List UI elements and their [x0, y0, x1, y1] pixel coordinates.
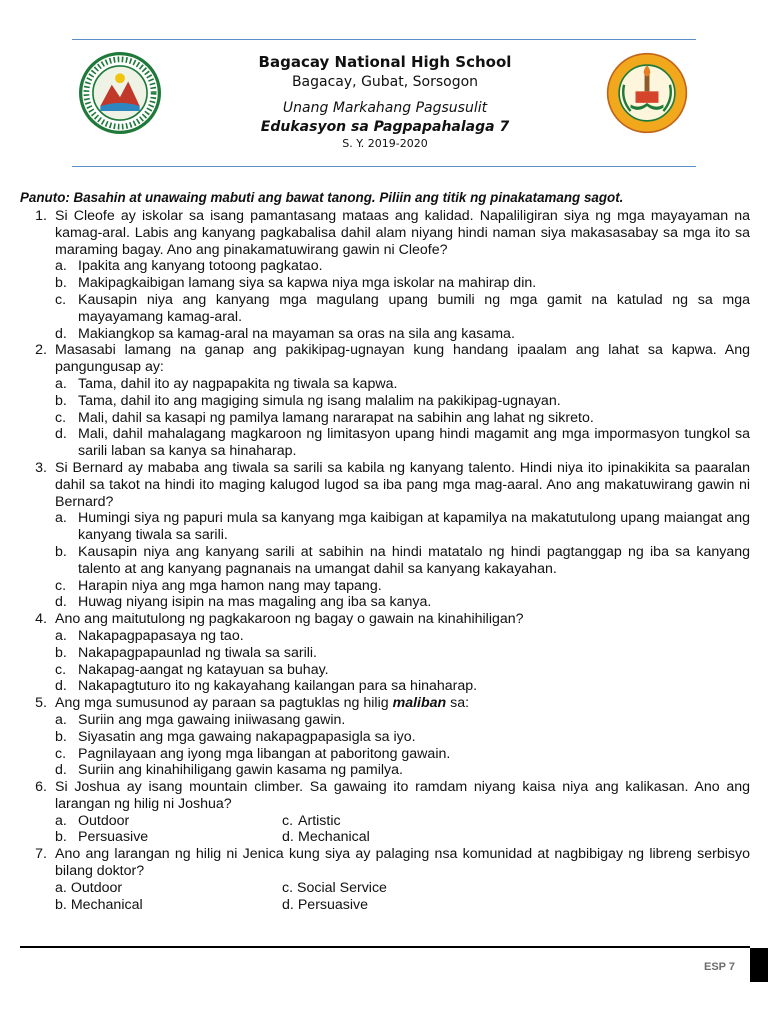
- option-letter: b.: [55, 392, 67, 409]
- question-number: 7.: [35, 846, 47, 863]
- option-text: Social Service: [297, 879, 387, 896]
- question-text: Si Cleofe ay iskolar sa isang pamantasang mataas ang kalidad. Napaliligiran siya ng mga mayayaman na kamag-aral. Labis ang kanyang pagkabalisa dahil alam niyang hindi naman siya makasasabay sa mga ito sa maraming bagay. Ano ang pinakamatuwirang gawin ni Cleofe?: [55, 208, 750, 258]
- option-text: Mali, dahil mahalagang magkaroon ng limitasyon upang hindi magamit ang mga impormasyon tungkol sa sarili laban sa kanya sa hinaharap.: [78, 426, 750, 460]
- option-letter: c.: [282, 812, 294, 829]
- answer-option: [55, 258, 750, 275]
- answer-option: [55, 410, 750, 427]
- option-letter: b.: [55, 275, 67, 292]
- subject-title: Edukasyon sa Pagpapahalaga 7: [260, 119, 510, 135]
- answer-option: [55, 326, 750, 343]
- question-text: Si Bernard ay mababa ang tiwala sa sarili sa kabila ng kanyang talento. Hindi niya ito ipinakikita sa paaralan dahil sa takot na hindi ito maging kalugod lugod sa iba pang mga mag-aaral. Ano ang makatuwirang gawin ni Bernard?: [55, 459, 750, 510]
- answer-option: [55, 628, 750, 645]
- option-text: Siyasatin ang mga gawaing nakapagpapasigla sa iyo.: [78, 728, 416, 745]
- option-letter: b.: [55, 543, 67, 560]
- option-letter: a.: [55, 258, 67, 275]
- option-text: Makipagkaibigan lamang siya sa kapwa niya mga iskolar na mahirap din.: [78, 275, 537, 292]
- answer-option: [282, 829, 370, 846]
- footer-tab-marker: [750, 948, 768, 982]
- question-text: Masasabi lamang na ganap ang pakikipag-ugnayan kung handang ipaalam ang lahat sa kapwa. Ang pangungusap ay:: [55, 342, 750, 376]
- answer-option: [55, 829, 282, 846]
- answer-option-row: [55, 897, 750, 914]
- document-header: [190, 52, 580, 152]
- option-text: Tama, dahil ito ay nagpapakita ng tiwala sa kapwa.: [78, 375, 398, 392]
- option-letter: d.: [55, 678, 67, 695]
- option-letter: c.: [55, 661, 67, 678]
- question-text: Si Joshua ay isang mountain climber. Sa gawaing ito ramdam niyang kaisa niya ang kalikasan. Ano ang larangan ng hilig ni Joshua?: [55, 779, 750, 812]
- answer-option: [55, 762, 750, 779]
- question-text: Ano ang larangan ng hilig ni Jenica kung siya ay palaging nsa komunidad at nagbibigay ng libreng serbisyo bilang doktor?: [55, 846, 750, 880]
- header-bottom-rule: [72, 166, 696, 167]
- option-text: Humingi siya ng papuri mula sa kanyang mga kaibigan at kapamilya na makatutulong upang maiangat ang kanyang tiwala sa sarili.: [78, 510, 750, 544]
- answer-option: [55, 594, 750, 611]
- option-text: Harapin niya ang mga hamon nang may tapang.: [78, 577, 382, 594]
- question-item: [20, 611, 750, 695]
- option-text: Persuasive: [78, 829, 149, 846]
- question-number: 5.: [35, 695, 47, 712]
- option-text: Outdoor: [78, 812, 130, 829]
- footer-rule: [20, 946, 750, 948]
- option-letter: d.: [282, 896, 294, 913]
- question-item: [20, 846, 750, 913]
- option-text: Nakapag-aangat ng katayuan sa buhay.: [78, 661, 329, 678]
- question-text-part: sa:: [446, 695, 470, 712]
- option-letter: c.: [55, 291, 67, 308]
- answer-option: [55, 662, 750, 679]
- option-text: Mali, dahil sa kasapi ng pamilya lamang nararapat na sabihin ang lahat ng sikreto.: [78, 409, 594, 426]
- deped-sorsogon-seal: [79, 52, 161, 134]
- option-letter: b.: [55, 896, 67, 913]
- answer-option: [55, 393, 750, 410]
- question-emphasis: maliban: [392, 695, 447, 712]
- answer-option: [55, 712, 750, 729]
- answer-option: [55, 880, 282, 897]
- question-text-part: Ang mga sumusunod ay paraan sa pagtuklas ng hilig: [55, 695, 393, 712]
- answer-option: [282, 880, 387, 897]
- question-item: [20, 460, 750, 611]
- question-item: [20, 695, 750, 779]
- option-letter: c.: [55, 577, 67, 594]
- question-number: 1.: [35, 208, 47, 224]
- option-text: Kausapin niya ang kanyang sarili at sabihin na hindi matatalo ng hindi pagtanggap ng iba sa kanyang talento at ang kanyang pagnanais na umangat dahil sa kanyang kakayahan.: [78, 543, 750, 577]
- option-letter: b.: [55, 728, 67, 745]
- option-text: Nakapagtuturo ito ng kakayahang kailangan para sa hinaharap.: [78, 678, 478, 695]
- answer-option: [55, 426, 750, 460]
- answer-option: [55, 578, 750, 595]
- school-year: S. Y. 2019-2020: [342, 137, 428, 150]
- answer-option: [55, 376, 750, 393]
- question-item: [20, 208, 750, 342]
- answer-option-row: [55, 829, 750, 846]
- option-letter: c.: [55, 745, 67, 762]
- answer-option-row: [55, 880, 750, 897]
- option-letter: a.: [55, 879, 67, 896]
- option-letter: a.: [55, 627, 67, 644]
- option-letter: c.: [282, 879, 294, 896]
- question-number: 6.: [35, 779, 47, 796]
- option-letter: a.: [55, 812, 67, 829]
- option-letter: d.: [55, 762, 67, 779]
- answer-option: [55, 813, 282, 830]
- school-location: Bagacay, Gubat, Sorsogon: [291, 74, 479, 90]
- question-number: 4.: [35, 611, 47, 628]
- option-text: Nakapagpapasaya ng tao.: [78, 627, 244, 644]
- option-letter: d.: [55, 426, 67, 443]
- answer-option: [282, 897, 368, 914]
- answer-option-row: [55, 813, 750, 830]
- option-text: Mechanical: [298, 829, 370, 846]
- option-text: Artistic: [298, 812, 341, 829]
- question-number: 2.: [35, 342, 47, 359]
- instructions: Panuto: Basahin at unawaing mabuti ang bawat tanong. Piliin ang titik ng pinakatamang sagot.: [20, 190, 624, 205]
- answer-option: [282, 813, 341, 830]
- option-text: Makiangkop sa kamag-aral na mayaman sa oras na sila ang kasama.: [78, 325, 515, 342]
- answer-option: [55, 544, 750, 578]
- question-text: Ano ang maitutulong ng pagkakaroon ng bagay o gawain na kinahihiligan?: [55, 611, 524, 628]
- option-letter: a.: [55, 711, 67, 728]
- answer-option: [55, 729, 750, 746]
- answer-option: [55, 510, 750, 544]
- exam-title: Unang Markahang Pagsusulit: [282, 100, 488, 116]
- option-text: Outdoor: [70, 879, 123, 896]
- answer-option: [55, 275, 750, 292]
- header-top-rule: [72, 39, 696, 40]
- option-letter: b.: [55, 829, 67, 846]
- bagacay-nhs-seal: [606, 52, 688, 134]
- question-list: [20, 208, 750, 913]
- option-text: Suriin ang mga gawaing iniiwasang gawin.: [78, 711, 346, 728]
- answer-option: [55, 678, 750, 695]
- school-name: Bagacay National High School: [258, 53, 512, 71]
- question-item: [20, 342, 750, 460]
- answer-option: [55, 897, 282, 914]
- option-letter: d.: [55, 325, 67, 342]
- answer-option: [55, 292, 750, 326]
- option-text: Persuasive: [297, 896, 369, 913]
- footer-page-label: ESP 7: [704, 961, 735, 973]
- option-letter: d.: [55, 594, 67, 611]
- option-letter: a.: [55, 375, 67, 392]
- answer-option: [55, 746, 750, 763]
- option-text: Pagnilayaan ang iyong mga libangan at paboritong gawain.: [78, 745, 451, 762]
- answer-option: [55, 645, 750, 662]
- option-letter: a.: [55, 510, 67, 527]
- option-text: Kausapin niya ang kanyang mga magulang upang bumili ng mga gamit na katulad ng sa mga mayayamang kamag-aral.: [78, 291, 750, 325]
- option-text: Mechanical: [70, 896, 143, 913]
- option-letter: c.: [55, 409, 67, 426]
- option-letter: b.: [55, 644, 67, 661]
- option-letter: d.: [282, 829, 294, 846]
- option-text: Nakapagpapaunlad ng tiwala sa sarili.: [78, 644, 317, 661]
- question-text: [55, 695, 750, 712]
- question-number: 3.: [35, 459, 47, 476]
- option-text: Suriin ang kinahihiligang gawin kasama ng pamilya.: [78, 762, 403, 779]
- option-text: Ipakita ang kanyang totoong pagkatao.: [78, 258, 323, 275]
- option-text: Huwag niyang isipin na mas magaling ang iba sa kanya.: [78, 594, 432, 611]
- question-item: [20, 779, 750, 846]
- option-text: Tama, dahil ito ang magiging simula ng isang malalim na pakikipag-ugnayan.: [78, 392, 561, 409]
